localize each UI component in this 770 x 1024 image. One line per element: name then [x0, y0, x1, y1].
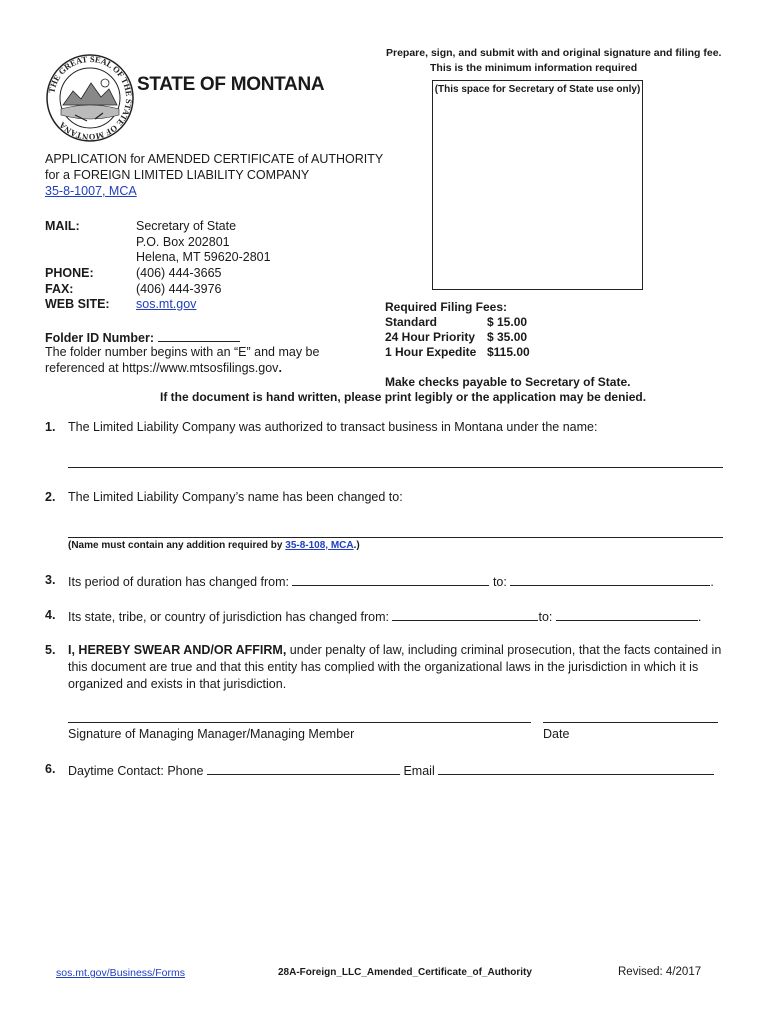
item-2-note — [68, 540, 360, 551]
submission-instruction: Prepare, sign, and submit with and original signature and filing fee. — [386, 47, 722, 59]
folder-note-url: referenced at https://www.mtsosfilings.gov — [45, 361, 279, 375]
statute-link[interactable]: 35-8-1007, MCA — [45, 184, 137, 198]
footer-form-name: 28A-Foreign_LLC_Amended_Certificate_of_Authority — [278, 967, 532, 978]
fee-amount: $115.00 — [487, 345, 530, 359]
fax-value: (406) 444-3976 — [136, 282, 222, 296]
fees-heading: Required Filing Fees: — [385, 300, 508, 314]
jurisdiction-from-field[interactable] — [392, 608, 538, 621]
item-3-text: Its period of duration has changed from: — [68, 575, 289, 589]
item-2-statute-link[interactable]: 35-8-108, MCA — [285, 540, 354, 551]
item-3-number: 3. — [45, 573, 56, 587]
checks-payable-note: Make checks payable to Secretary of State. — [385, 375, 631, 389]
mail-line-2: P.O. Box 202801 — [136, 235, 230, 249]
folder-note-period: . — [278, 361, 282, 375]
footer-forms-link[interactable]: sos.mt.gov/Business/Forms — [56, 967, 185, 979]
state-seal-icon — [45, 53, 135, 143]
folder-note-line2 — [45, 361, 282, 375]
date-label: Date — [543, 727, 570, 741]
fee-name: Standard — [385, 315, 438, 329]
folder-note-line1: The folder number begins with an “E” and may be — [45, 345, 320, 359]
folder-id-field[interactable] — [158, 329, 240, 342]
fee-name: 1 Hour Expedite — [385, 345, 477, 359]
fee-row-expedite — [385, 345, 585, 360]
item-1-name-field[interactable] — [68, 467, 723, 468]
item-5-text-1: under penalty of law, including criminal prosecution, that the facts contained in — [286, 643, 722, 657]
website-label: WEB SITE: — [45, 297, 110, 311]
duration-to-field[interactable] — [510, 573, 710, 586]
contact-phone-field[interactable] — [207, 762, 400, 775]
item-4-row — [68, 608, 701, 624]
swear-affirm-heading: I, HEREBY SWEAR AND/OR AFFIRM, — [68, 643, 287, 657]
contact-phone-label: Daytime Contact: Phone — [68, 764, 204, 778]
item-5-line2: this document are true and that this entity has complied with the organizational laws in the jurisdiction in which it is — [68, 660, 699, 674]
signature-label: Signature of Managing Manager/Managing Member — [68, 727, 355, 741]
item-1-number: 1. — [45, 420, 56, 434]
minimum-info-note: This is the minimum information required — [430, 62, 638, 74]
fee-name: 24 Hour Priority — [385, 330, 476, 344]
item-3-row — [68, 573, 714, 589]
item-5-line3: organized and exists in that jurisdiction. — [68, 677, 287, 691]
fee-amount: $ 15.00 — [487, 315, 528, 329]
item-4-end: . — [697, 610, 702, 624]
fees-table — [385, 315, 585, 360]
fax-label: FAX: — [45, 282, 74, 296]
item-2-note-pre: (Name must contain any addition required by — [68, 540, 286, 551]
footer-revised: Revised: 4/2017 — [618, 966, 702, 978]
phone-value: (406) 444-3665 — [136, 266, 222, 280]
item-4-text: Its state, tribe, or country of jurisdiction has changed from: — [68, 610, 389, 624]
item-1-text: The Limited Liability Company was authorized to transact business in Montana under the name: — [68, 420, 598, 434]
fee-row-standard — [385, 315, 585, 330]
folder-id-row — [45, 329, 240, 345]
duration-from-field[interactable] — [292, 573, 489, 586]
fee-row-priority — [385, 330, 585, 345]
item-4-number: 4. — [45, 608, 56, 622]
item-6-number: 6. — [45, 762, 56, 776]
date-field[interactable] — [543, 722, 718, 723]
contact-email-label: Email — [403, 764, 435, 778]
item-5-number: 5. — [45, 643, 56, 657]
item-2-number: 2. — [45, 490, 56, 504]
item-2-text: The Limited Liability Company’s name has been changed to: — [68, 490, 403, 504]
item-6-row — [68, 762, 714, 778]
item-3-end: . — [710, 575, 714, 589]
mail-label: MAIL: — [45, 219, 80, 233]
folder-id-label: Folder ID Number: — [45, 331, 155, 345]
website-link[interactable]: sos.mt.gov — [136, 297, 197, 311]
mail-line-3: Helena, MT 59620-2801 — [136, 250, 271, 264]
item-2-note-post: .) — [353, 540, 360, 551]
sos-use-note: (This space for Secretary of State use only) — [434, 84, 641, 95]
form-title-line2: for a FOREIGN LIMITED LIABILITY COMPANY — [45, 168, 310, 182]
contact-email-field[interactable] — [438, 762, 714, 775]
phone-label: PHONE: — [45, 266, 94, 280]
fee-amount: $ 35.00 — [487, 330, 528, 344]
seal-ring-text: THE GREAT SEAL OF THE STATE OF MONTANA — [46, 53, 135, 143]
handwritten-warning: If the document is hand written, please print legibly or the application may be denied. — [160, 390, 647, 404]
form-title-line1: APPLICATION for AMENDED CERTIFICATE of AUTHORITY — [45, 152, 384, 166]
item-4-to: to: — [538, 610, 553, 624]
mail-line-1: Secretary of State — [136, 219, 237, 233]
item-3-to: to: — [492, 575, 507, 589]
sos-use-box — [432, 80, 643, 290]
item-5-line1 — [68, 643, 721, 657]
state-title: STATE OF MONTANA — [137, 74, 325, 95]
jurisdiction-to-field[interactable] — [556, 608, 698, 621]
signature-field[interactable] — [68, 722, 531, 723]
item-2-name-field[interactable] — [68, 537, 723, 538]
